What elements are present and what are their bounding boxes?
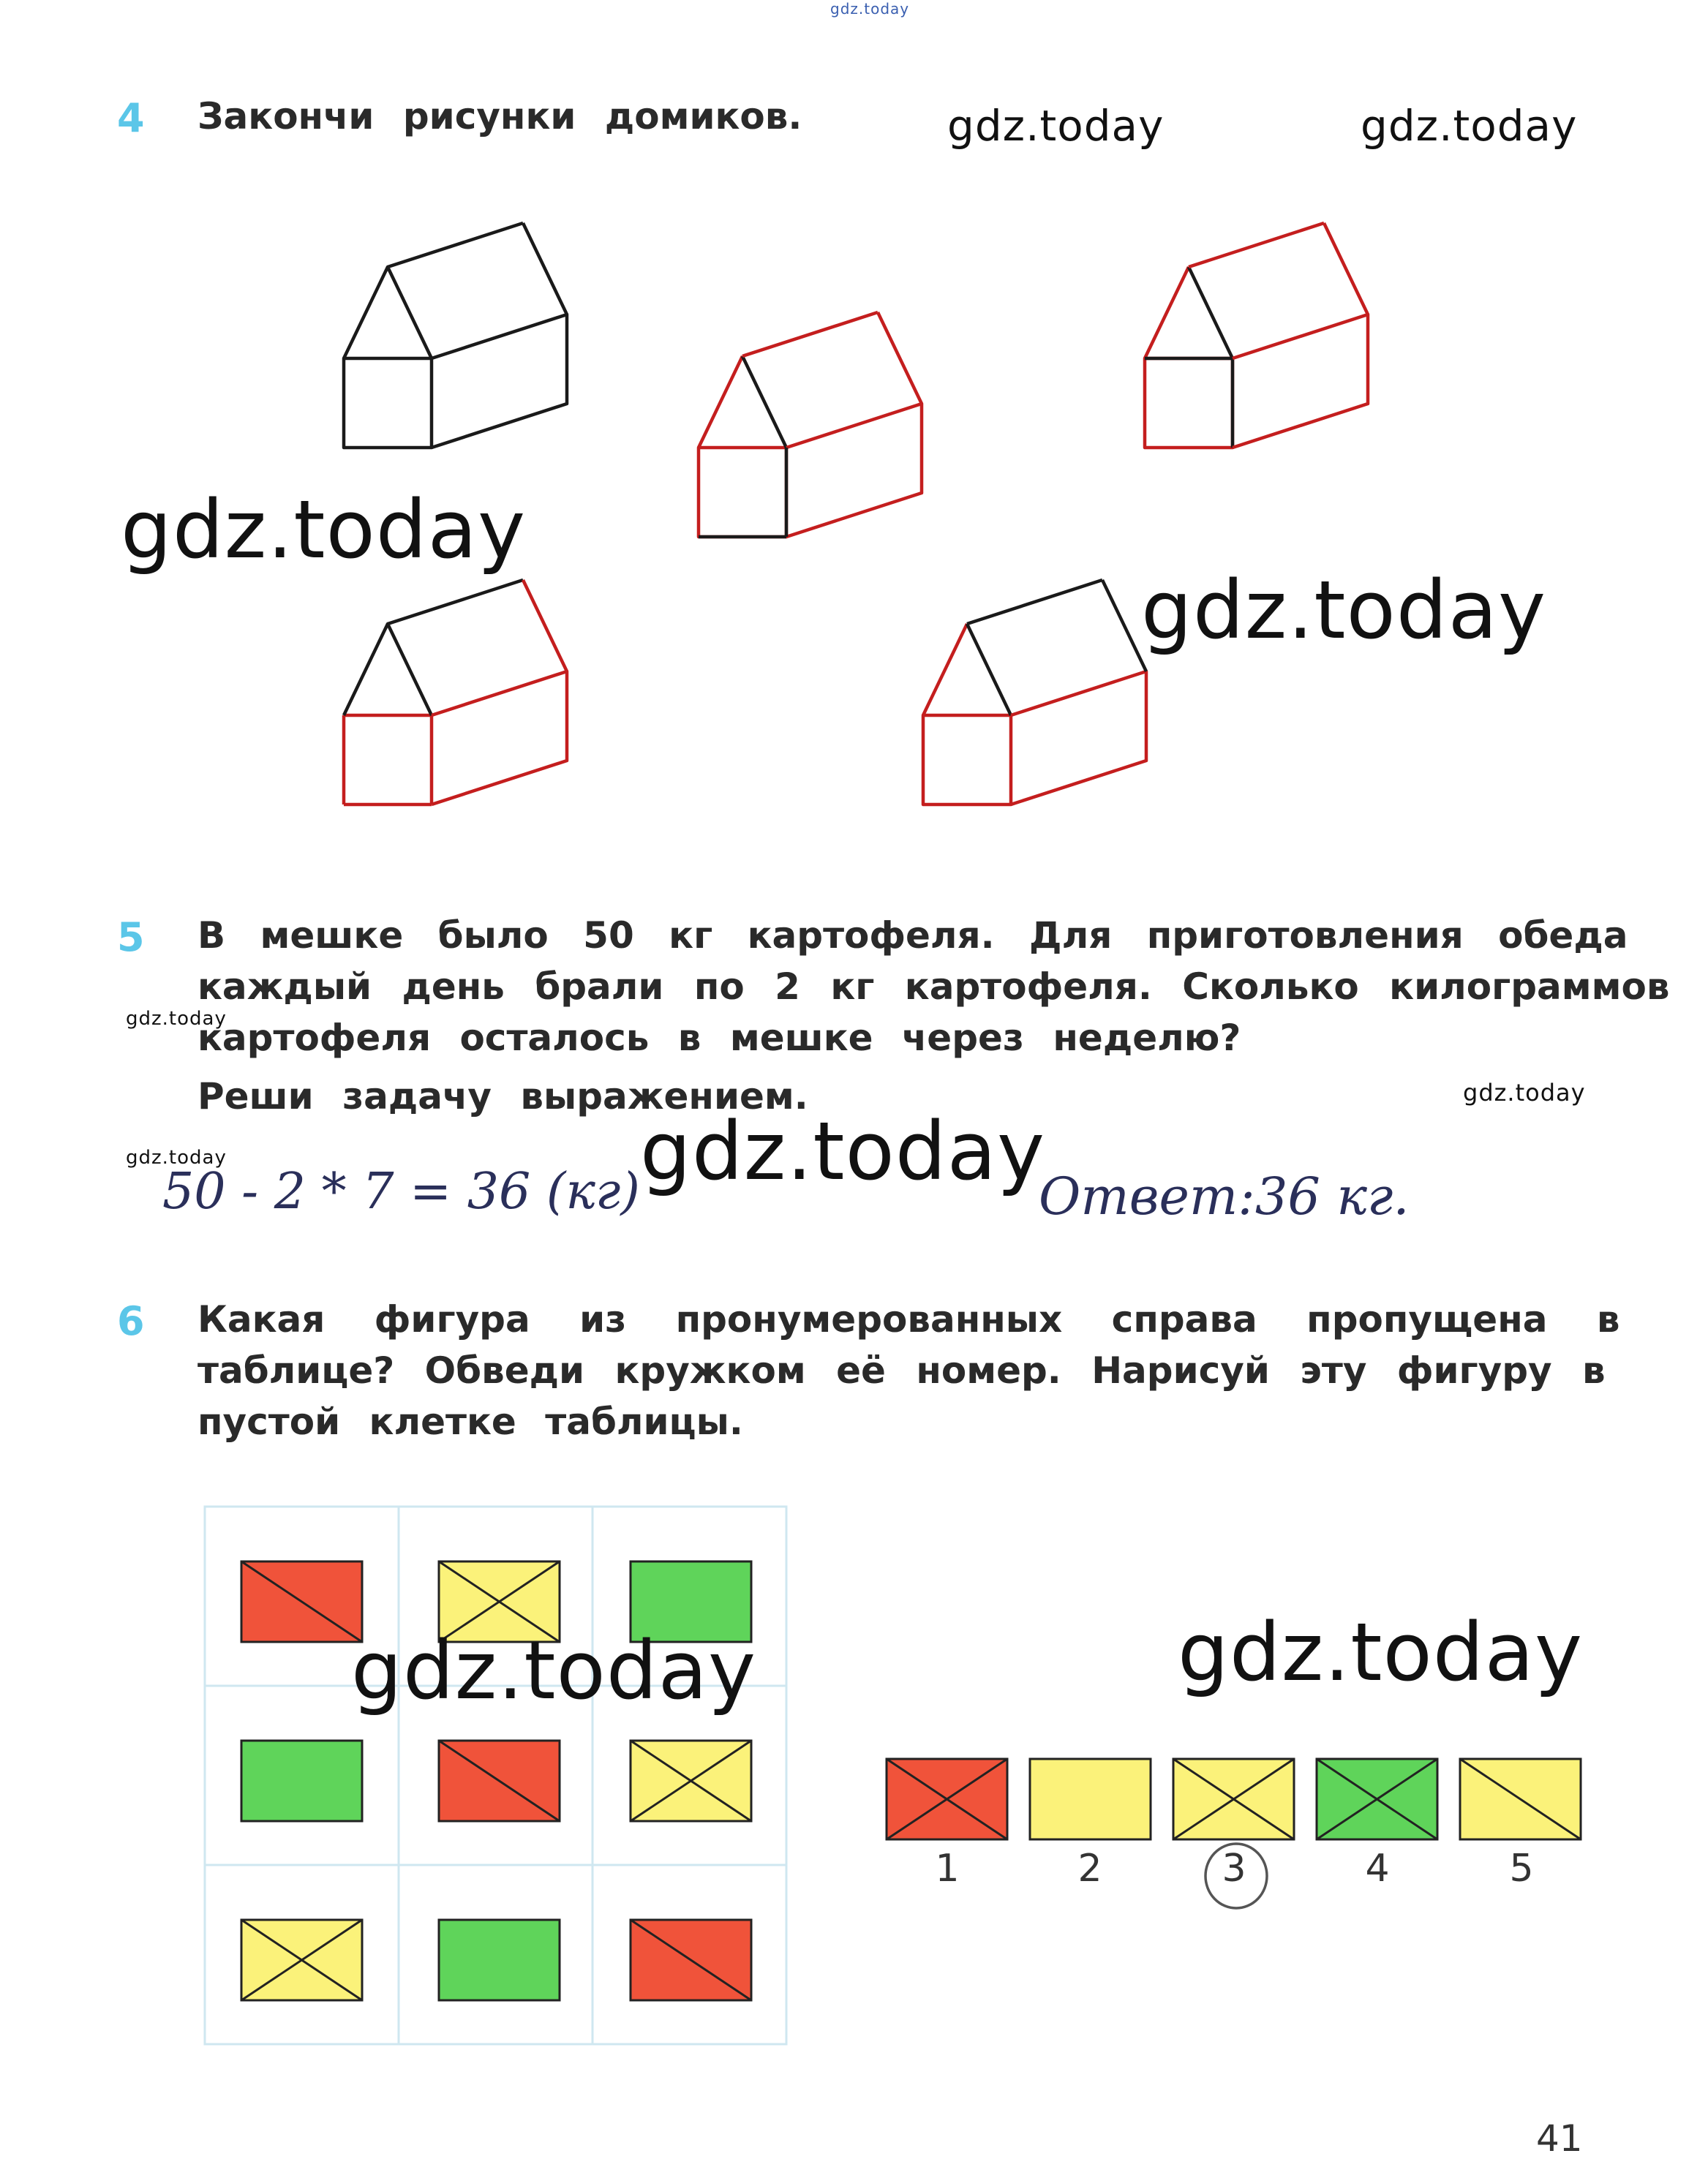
watermark: gdz.today bbox=[640, 1104, 1046, 1198]
grid-figure-2-1 bbox=[241, 1741, 362, 1821]
task-4-number: 4 bbox=[117, 95, 145, 141]
task-5-line-1: В мешке было 50 кг картофеля. Для приготовления обеда bbox=[197, 914, 1628, 957]
grid-figure-2-2 bbox=[439, 1741, 560, 1821]
option-figure-2 bbox=[1030, 1759, 1151, 1839]
watermark: gdz.today bbox=[947, 101, 1165, 151]
grid-figure-1-1 bbox=[241, 1561, 362, 1642]
task-5-number: 5 bbox=[117, 914, 145, 960]
option-figure-3 bbox=[1173, 1759, 1294, 1839]
task-4-text: Закончи рисунки домиков. bbox=[197, 95, 802, 137]
grid-figure-3-2 bbox=[439, 1920, 560, 2000]
grid-figure-2-3 bbox=[631, 1741, 751, 1821]
task-6-number: 6 bbox=[117, 1298, 145, 1344]
task-5-line-3: картофеля осталось в мешке через неделю? bbox=[197, 1017, 1241, 1059]
option-label-4[interactable]: 4 bbox=[1365, 1847, 1390, 1891]
option-label-2[interactable]: 2 bbox=[1077, 1847, 1102, 1891]
option-label-1[interactable]: 1 bbox=[935, 1847, 960, 1891]
top-watermark: gdz.today bbox=[830, 0, 910, 18]
watermark: gdz.today bbox=[126, 1147, 227, 1169]
page-number: 41 bbox=[1536, 2117, 1583, 2160]
watermark: gdz.today bbox=[1361, 101, 1578, 151]
option-figure-1 bbox=[887, 1759, 1007, 1839]
task-5-instruction: Реши задачу выражением. bbox=[197, 1075, 808, 1118]
task-6-line-1: Какая фигура из пронумерованных справа пропущена в bbox=[197, 1298, 1620, 1341]
task-5-line-2: каждый день брали по 2 кг картофеля. Сколько килограммов bbox=[197, 965, 1670, 1008]
handwritten-solution: 50 - 2 * 7 = 36 (кг) bbox=[162, 1163, 640, 1221]
option-figure-5 bbox=[1460, 1759, 1581, 1839]
watermark: gdz.today bbox=[1141, 563, 1547, 657]
grid-figure-3-3 bbox=[631, 1920, 751, 2000]
watermark: gdz.today bbox=[121, 483, 527, 576]
option-label-5[interactable]: 5 bbox=[1509, 1847, 1534, 1891]
task-6-line-3: пустой клетке таблицы. bbox=[197, 1401, 743, 1443]
option-figure-4 bbox=[1317, 1759, 1437, 1839]
task-6-line-2: таблице? Обведи кружком её номер. Нарисуй эту фигуру в bbox=[197, 1349, 1606, 1392]
option-label-3[interactable]: 3 bbox=[1222, 1847, 1246, 1891]
handwritten-answer: Ответ:36 кг. bbox=[1039, 1167, 1410, 1226]
watermark: gdz.today bbox=[1178, 1605, 1584, 1699]
watermark: gdz.today bbox=[126, 1008, 227, 1030]
watermark: gdz.today bbox=[1463, 1079, 1586, 1107]
grid-figure-3-1 bbox=[241, 1920, 362, 2000]
watermark: gdz.today bbox=[351, 1624, 757, 1717]
